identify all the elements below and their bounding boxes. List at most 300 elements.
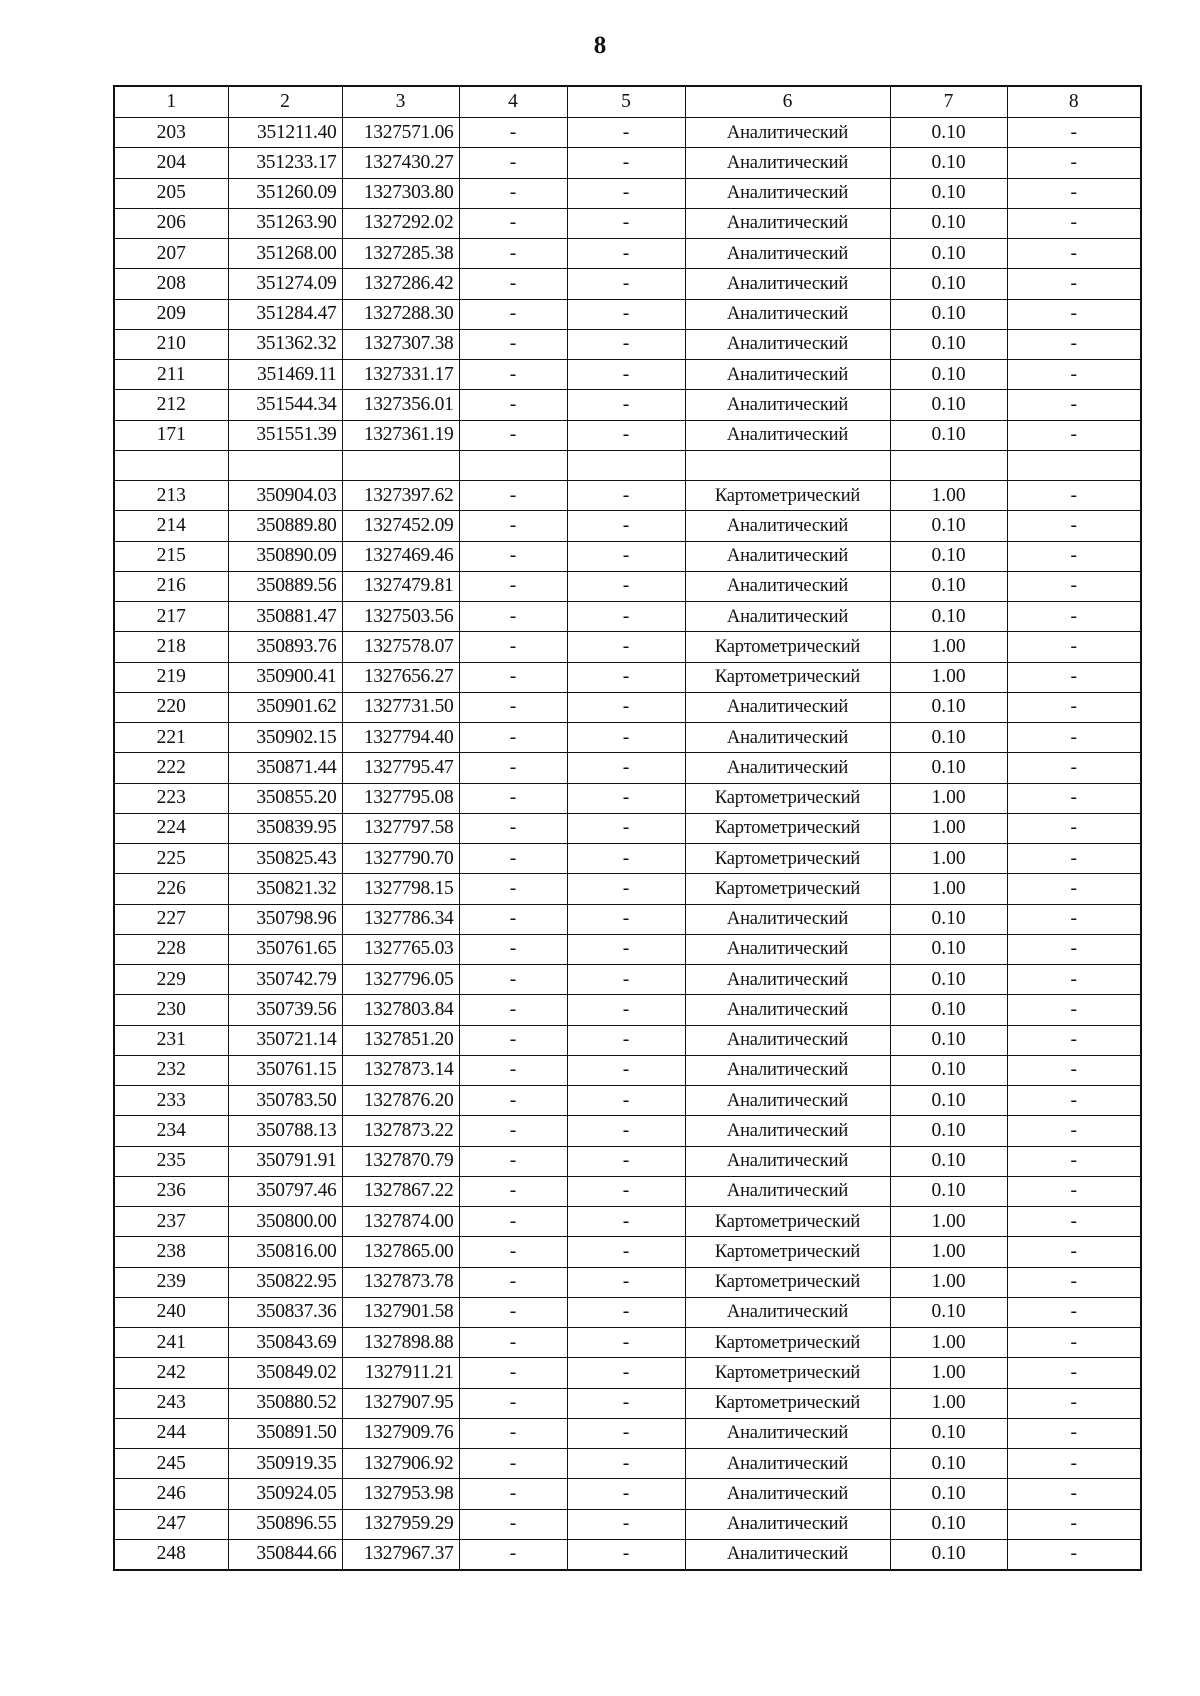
col-8-cell: - (1007, 541, 1141, 571)
table-row (114, 239, 1141, 269)
method-cell: Картометрический (685, 1358, 890, 1388)
x-coordinate-cell: 350788.13 (228, 1116, 342, 1146)
accuracy-cell: 0.10 (890, 692, 1007, 722)
accuracy-cell: 0.10 (890, 1449, 1007, 1479)
accuracy-cell: 1.00 (890, 481, 1007, 511)
table-row (114, 329, 1141, 359)
method-cell: Аналитический (685, 1086, 890, 1116)
point-number-cell: 220 (114, 692, 228, 722)
column-number-cell: 3 (342, 86, 459, 118)
col-5-cell: - (567, 571, 685, 601)
y-coordinate-cell: 1327452.09 (342, 511, 459, 541)
point-number-cell: 218 (114, 632, 228, 662)
accuracy-cell: 0.10 (890, 1086, 1007, 1116)
col-4-cell: - (459, 632, 567, 662)
method-cell: Аналитический (685, 1509, 890, 1539)
y-coordinate-cell: 1327503.56 (342, 602, 459, 632)
y-coordinate-cell: 1327865.00 (342, 1237, 459, 1267)
col-4-cell: - (459, 571, 567, 601)
accuracy-cell: 0.10 (890, 208, 1007, 238)
method-cell: Аналитический (685, 118, 890, 148)
method-cell: Аналитический (685, 148, 890, 178)
x-coordinate-cell: 350855.20 (228, 783, 342, 813)
y-coordinate-cell: 1327796.05 (342, 965, 459, 995)
col-8-cell: - (1007, 753, 1141, 783)
accuracy-cell: 0.10 (890, 1055, 1007, 1085)
accuracy-cell: 0.10 (890, 571, 1007, 601)
col-5-cell: - (567, 1207, 685, 1237)
col-4-cell: - (459, 481, 567, 511)
table-row (114, 178, 1141, 208)
method-cell: Аналитический (685, 1539, 890, 1570)
table-row (114, 723, 1141, 753)
col-8-cell: - (1007, 874, 1141, 904)
y-coordinate-cell: 1327794.40 (342, 723, 459, 753)
accuracy-cell: 0.10 (890, 299, 1007, 329)
y-coordinate-cell: 1327571.06 (342, 118, 459, 148)
accuracy-cell: 1.00 (890, 1388, 1007, 1418)
accuracy-cell: 0.10 (890, 723, 1007, 753)
col-5-cell: - (567, 1509, 685, 1539)
y-coordinate-cell: 1327870.79 (342, 1146, 459, 1176)
point-number-cell: 208 (114, 269, 228, 299)
x-coordinate-cell: 351263.90 (228, 208, 342, 238)
table-row (114, 1237, 1141, 1267)
col-4-cell: - (459, 813, 567, 843)
x-coordinate-cell: 350844.66 (228, 1539, 342, 1570)
accuracy-cell: 0.10 (890, 118, 1007, 148)
table-row (114, 511, 1141, 541)
col-8-cell: - (1007, 813, 1141, 843)
table-row (114, 360, 1141, 390)
col-8-cell: - (1007, 1146, 1141, 1176)
table-row (114, 995, 1141, 1025)
accuracy-cell: 0.10 (890, 1176, 1007, 1206)
accuracy-cell: 0.10 (890, 995, 1007, 1025)
point-number-cell: 236 (114, 1176, 228, 1206)
accuracy-cell: 0.10 (890, 965, 1007, 995)
method-cell: Аналитический (685, 723, 890, 753)
col-4-cell: - (459, 1358, 567, 1388)
col-5-cell: - (567, 239, 685, 269)
table-row (114, 783, 1141, 813)
point-number-cell: 243 (114, 1388, 228, 1418)
accuracy-cell: 0.10 (890, 1297, 1007, 1327)
method-cell: Аналитический (685, 1055, 890, 1085)
y-coordinate-cell: 1327803.84 (342, 995, 459, 1025)
table-row (114, 692, 1141, 722)
accuracy-cell: 1.00 (890, 662, 1007, 692)
x-coordinate-cell: 351544.34 (228, 390, 342, 420)
col-8-cell: - (1007, 1328, 1141, 1358)
x-coordinate-cell: 351268.00 (228, 239, 342, 269)
col-8-cell: - (1007, 481, 1141, 511)
point-number-cell: 225 (114, 844, 228, 874)
method-cell: Аналитический (685, 1418, 890, 1448)
col-5-cell: - (567, 1539, 685, 1570)
accuracy-cell: 0.10 (890, 420, 1007, 450)
method-cell: Картометрический (685, 1328, 890, 1358)
col-5-cell: - (567, 1025, 685, 1055)
y-coordinate-cell: 1327898.88 (342, 1328, 459, 1358)
accuracy-cell: 0.10 (890, 1146, 1007, 1176)
y-coordinate-cell: 1327786.34 (342, 904, 459, 934)
col-4-cell: - (459, 1267, 567, 1297)
col-8-cell: - (1007, 360, 1141, 390)
point-number-cell: 223 (114, 783, 228, 813)
col-4-cell: - (459, 1509, 567, 1539)
table-row (114, 965, 1141, 995)
col-8-cell: - (1007, 934, 1141, 964)
y-coordinate-cell: 1327873.22 (342, 1116, 459, 1146)
x-coordinate-cell: 350904.03 (228, 481, 342, 511)
col-5-cell: - (567, 511, 685, 541)
col-4-cell: - (459, 239, 567, 269)
column-number-cell: 5 (567, 86, 685, 118)
table-row (114, 541, 1141, 571)
col-4-cell: - (459, 1418, 567, 1448)
col-8-cell: - (1007, 148, 1141, 178)
x-coordinate-cell: 351211.40 (228, 118, 342, 148)
point-number-cell: 221 (114, 723, 228, 753)
point-number-cell: 211 (114, 360, 228, 390)
col-8-cell: - (1007, 965, 1141, 995)
point-number-cell: 215 (114, 541, 228, 571)
method-cell: Аналитический (685, 1449, 890, 1479)
x-coordinate-cell: 350825.43 (228, 844, 342, 874)
col-4-cell: - (459, 360, 567, 390)
col-5-cell: - (567, 360, 685, 390)
point-number-cell: 237 (114, 1207, 228, 1237)
method-cell: Аналитический (685, 1297, 890, 1327)
y-coordinate-cell: 1327430.27 (342, 148, 459, 178)
col-8-cell: - (1007, 1116, 1141, 1146)
col-8-cell: - (1007, 1388, 1141, 1418)
col-5-cell: - (567, 844, 685, 874)
y-coordinate-cell: 1327307.38 (342, 329, 459, 359)
table-row (114, 1025, 1141, 1055)
col-5-cell: - (567, 602, 685, 632)
table-row (114, 1328, 1141, 1358)
x-coordinate-cell: 351551.39 (228, 420, 342, 450)
point-number-cell: 230 (114, 995, 228, 1025)
x-coordinate-cell: 350839.95 (228, 813, 342, 843)
y-coordinate-cell: 1327656.27 (342, 662, 459, 692)
method-cell: Аналитический (685, 571, 890, 601)
col-8-cell: - (1007, 1025, 1141, 1055)
col-5-cell: - (567, 632, 685, 662)
x-coordinate-cell: 350902.15 (228, 723, 342, 753)
table-row (114, 602, 1141, 632)
x-coordinate-cell: 350783.50 (228, 1086, 342, 1116)
y-coordinate-cell: 1327911.21 (342, 1358, 459, 1388)
col-4-cell: - (459, 965, 567, 995)
col-5-cell: - (567, 904, 685, 934)
method-cell: Картометрический (685, 1388, 890, 1418)
method-cell: Аналитический (685, 360, 890, 390)
table-row (114, 1539, 1141, 1570)
method-cell: Аналитический (685, 1479, 890, 1509)
col-8-cell: - (1007, 1539, 1141, 1570)
col-5-cell: - (567, 1328, 685, 1358)
coordinates-table (113, 85, 1142, 1571)
col-5-cell: - (567, 662, 685, 692)
x-coordinate-cell: 350893.76 (228, 632, 342, 662)
accuracy-cell: 1.00 (890, 1237, 1007, 1267)
x-coordinate-cell: 350739.56 (228, 995, 342, 1025)
x-coordinate-cell: 350721.14 (228, 1025, 342, 1055)
method-cell: Аналитический (685, 208, 890, 238)
table-body (114, 86, 1141, 1570)
table-row (114, 118, 1141, 148)
point-number-cell: 207 (114, 239, 228, 269)
accuracy-cell: 0.10 (890, 1509, 1007, 1539)
col-5-cell: - (567, 299, 685, 329)
table-row (114, 1086, 1141, 1116)
col-5-cell: - (567, 541, 685, 571)
y-coordinate-cell: 1327967.37 (342, 1539, 459, 1570)
y-coordinate-cell: 1327361.19 (342, 420, 459, 450)
y-coordinate-cell: 1327292.02 (342, 208, 459, 238)
method-cell: Аналитический (685, 178, 890, 208)
method-cell: Аналитический (685, 541, 890, 571)
col-4-cell: - (459, 602, 567, 632)
col-4-cell: - (459, 904, 567, 934)
col-5-cell: - (567, 1055, 685, 1085)
accuracy-cell: 0.10 (890, 753, 1007, 783)
col-4-cell: - (459, 1207, 567, 1237)
table-row (114, 1297, 1141, 1327)
accuracy-cell: 0.10 (890, 390, 1007, 420)
method-cell: Аналитический (685, 602, 890, 632)
y-coordinate-cell: 1327331.17 (342, 360, 459, 390)
col-8-cell: - (1007, 1297, 1141, 1327)
point-number-cell: 205 (114, 178, 228, 208)
table-row (114, 632, 1141, 662)
col-4-cell: - (459, 995, 567, 1025)
point-number-cell: 231 (114, 1025, 228, 1055)
accuracy-cell: 0.10 (890, 602, 1007, 632)
accuracy-cell: 0.10 (890, 934, 1007, 964)
accuracy-cell: 0.10 (890, 1025, 1007, 1055)
col-4-cell: - (459, 1237, 567, 1267)
accuracy-cell: 1.00 (890, 1358, 1007, 1388)
table-row (114, 844, 1141, 874)
x-coordinate-cell: 350761.65 (228, 934, 342, 964)
y-coordinate-cell: 1327901.58 (342, 1297, 459, 1327)
point-number-cell: 247 (114, 1509, 228, 1539)
page-number: 8 (593, 32, 607, 59)
y-coordinate-cell: 1327356.01 (342, 390, 459, 420)
x-coordinate-cell: 351260.09 (228, 178, 342, 208)
col-5-cell: - (567, 1418, 685, 1448)
y-coordinate-cell: 1327906.92 (342, 1449, 459, 1479)
method-cell: Картометрический (685, 813, 890, 843)
table-row (114, 390, 1141, 420)
col-5-cell: - (567, 934, 685, 964)
col-5-cell: - (567, 874, 685, 904)
accuracy-cell: 1.00 (890, 1328, 1007, 1358)
x-coordinate-cell: 350798.96 (228, 904, 342, 934)
col-8-cell: - (1007, 995, 1141, 1025)
col-8-cell: - (1007, 723, 1141, 753)
y-coordinate-cell: 1327907.95 (342, 1388, 459, 1418)
method-cell: Аналитический (685, 934, 890, 964)
col-5-cell: - (567, 1479, 685, 1509)
y-coordinate-cell: 1327798.15 (342, 874, 459, 904)
accuracy-cell: 0.10 (890, 1116, 1007, 1146)
y-coordinate-cell: 1327953.98 (342, 1479, 459, 1509)
table-row (114, 753, 1141, 783)
col-4-cell: - (459, 148, 567, 178)
method-cell (685, 450, 890, 480)
col-8-cell: - (1007, 178, 1141, 208)
col-4-cell: - (459, 1449, 567, 1479)
col-8-cell: - (1007, 299, 1141, 329)
table-row (114, 1509, 1141, 1539)
col-8-cell: - (1007, 1055, 1141, 1085)
col-4-cell: - (459, 178, 567, 208)
table-row (114, 481, 1141, 511)
x-coordinate-cell: 350761.15 (228, 1055, 342, 1085)
col-4-cell: - (459, 541, 567, 571)
col-8-cell: - (1007, 1237, 1141, 1267)
table-row (114, 1146, 1141, 1176)
method-cell: Аналитический (685, 329, 890, 359)
accuracy-cell: 0.10 (890, 511, 1007, 541)
table-row (114, 1055, 1141, 1085)
column-number-cell: 8 (1007, 86, 1141, 118)
table-row (114, 1449, 1141, 1479)
col-4-cell: - (459, 934, 567, 964)
y-coordinate-cell: 1327731.50 (342, 692, 459, 722)
col-5-cell: - (567, 208, 685, 238)
col-4-cell: - (459, 1055, 567, 1085)
point-number-cell: 213 (114, 481, 228, 511)
table-row (114, 1267, 1141, 1297)
col-5-cell: - (567, 1176, 685, 1206)
col-8-cell: - (1007, 904, 1141, 934)
col-5-cell: - (567, 118, 685, 148)
point-number-cell: 214 (114, 511, 228, 541)
point-number-cell: 219 (114, 662, 228, 692)
point-number-cell: 245 (114, 1449, 228, 1479)
method-cell: Картометрический (685, 632, 890, 662)
method-cell: Аналитический (685, 995, 890, 1025)
table-row (114, 208, 1141, 238)
table-row (114, 299, 1141, 329)
point-number-cell: 222 (114, 753, 228, 783)
point-number-cell: 232 (114, 1055, 228, 1085)
y-coordinate-cell: 1327874.00 (342, 1207, 459, 1237)
y-coordinate-cell: 1327303.80 (342, 178, 459, 208)
accuracy-cell: 0.10 (890, 329, 1007, 359)
accuracy-cell: 1.00 (890, 874, 1007, 904)
col-4-cell: - (459, 1025, 567, 1055)
point-number-cell: 244 (114, 1418, 228, 1448)
point-number-cell: 228 (114, 934, 228, 964)
method-cell: Аналитический (685, 1146, 890, 1176)
accuracy-cell: 1.00 (890, 783, 1007, 813)
col-8-cell: - (1007, 269, 1141, 299)
col-5-cell: - (567, 1086, 685, 1116)
col-8-cell: - (1007, 239, 1141, 269)
x-coordinate-cell: 350890.09 (228, 541, 342, 571)
col-8-cell: - (1007, 329, 1141, 359)
method-cell: Картометрический (685, 844, 890, 874)
col-8-cell: - (1007, 662, 1141, 692)
method-cell: Аналитический (685, 1116, 890, 1146)
accuracy-cell: 0.10 (890, 1418, 1007, 1448)
col-4-cell: - (459, 118, 567, 148)
point-number-cell: 234 (114, 1116, 228, 1146)
method-cell: Картометрический (685, 783, 890, 813)
col-5-cell: - (567, 1297, 685, 1327)
col-8-cell: - (1007, 1479, 1141, 1509)
table-row (114, 450, 1141, 480)
col-8-cell: - (1007, 1509, 1141, 1539)
accuracy-cell: 0.10 (890, 360, 1007, 390)
x-coordinate-cell: 350800.00 (228, 1207, 342, 1237)
method-cell: Аналитический (685, 692, 890, 722)
col-4-cell: - (459, 783, 567, 813)
col-5-cell: - (567, 813, 685, 843)
accuracy-cell: 0.10 (890, 1479, 1007, 1509)
method-cell: Картометрический (685, 1207, 890, 1237)
x-coordinate-cell: 350919.35 (228, 1449, 342, 1479)
col-8-cell: - (1007, 844, 1141, 874)
accuracy-cell: 1.00 (890, 632, 1007, 662)
accuracy-cell (890, 450, 1007, 480)
y-coordinate-cell: 1327873.78 (342, 1267, 459, 1297)
col-4-cell: - (459, 390, 567, 420)
point-number-cell: 227 (114, 904, 228, 934)
col-5-cell: - (567, 692, 685, 722)
col-5-cell: - (567, 390, 685, 420)
x-coordinate-cell: 350837.36 (228, 1297, 342, 1327)
y-coordinate-cell (342, 450, 459, 480)
y-coordinate-cell: 1327285.38 (342, 239, 459, 269)
col-8-cell: - (1007, 1086, 1141, 1116)
y-coordinate-cell: 1327797.58 (342, 813, 459, 843)
table-row (114, 934, 1141, 964)
column-number-cell: 7 (890, 86, 1007, 118)
point-number-cell: 217 (114, 602, 228, 632)
col-8-cell (1007, 450, 1141, 480)
col-5-cell: - (567, 1449, 685, 1479)
col-8-cell: - (1007, 118, 1141, 148)
method-cell: Аналитический (685, 1025, 890, 1055)
accuracy-cell: 0.10 (890, 178, 1007, 208)
col-8-cell: - (1007, 692, 1141, 722)
col-8-cell: - (1007, 208, 1141, 238)
method-cell: Аналитический (685, 239, 890, 269)
y-coordinate-cell: 1327288.30 (342, 299, 459, 329)
y-coordinate-cell: 1327795.08 (342, 783, 459, 813)
col-5-cell: - (567, 723, 685, 753)
method-cell: Аналитический (685, 390, 890, 420)
accuracy-cell: 0.10 (890, 904, 1007, 934)
col-5-cell: - (567, 178, 685, 208)
col-5-cell: - (567, 1388, 685, 1418)
col-5-cell: - (567, 965, 685, 995)
point-number-cell: 229 (114, 965, 228, 995)
method-cell: Аналитический (685, 904, 890, 934)
table-row (114, 1176, 1141, 1206)
col-4-cell: - (459, 299, 567, 329)
accuracy-cell: 1.00 (890, 1207, 1007, 1237)
x-coordinate-cell: 351469.11 (228, 360, 342, 390)
